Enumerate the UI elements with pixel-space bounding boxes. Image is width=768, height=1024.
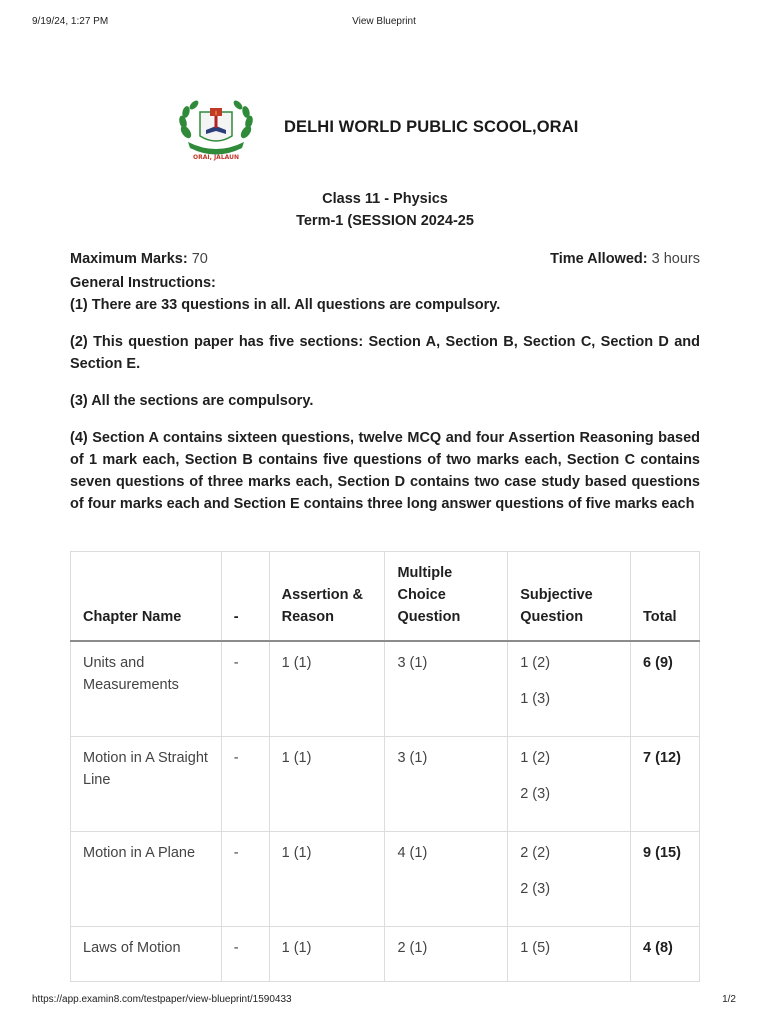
table-row	[71, 641, 700, 737]
logo-caption: ORAI, JALAUN	[192, 154, 240, 161]
subjective-cell	[508, 737, 631, 832]
subjective-cell	[508, 641, 631, 737]
general-instructions	[70, 272, 700, 530]
table-row	[71, 832, 700, 927]
header-total: Total	[631, 552, 700, 642]
subjective-line: 2 (3)	[520, 786, 551, 802]
time-allowed-label: Time Allowed:	[550, 251, 648, 267]
chapter-name: Laws of Motion	[71, 927, 222, 982]
dash-cell: -	[221, 832, 269, 927]
page-number: 1/2	[722, 994, 736, 1005]
subjective-line: 2 (2)	[520, 845, 551, 861]
header-subjective: Subjective Question	[508, 552, 631, 642]
assertion-cell: 1 (1)	[269, 641, 385, 737]
exam-term: Term-1 (SESSION 2024-25	[296, 213, 474, 229]
total-cell: 9 (15)	[631, 832, 700, 927]
assertion-cell: 1 (1)	[269, 737, 385, 832]
school-logo-icon	[174, 98, 258, 162]
table-header-row	[71, 552, 700, 642]
table-row	[71, 927, 700, 982]
header-chapter-name: Chapter Name	[71, 552, 222, 642]
chapter-name: Motion in A Plane	[71, 832, 222, 927]
marks-row	[70, 248, 700, 270]
maximum-marks-label: Maximum Marks:	[70, 251, 188, 267]
assertion-cell: 1 (1)	[269, 832, 385, 927]
print-datetime: 9/19/24, 1:27 PM	[32, 16, 109, 27]
instruction-item: (1) There are 33 questions in all. All questions are compulsory.	[70, 297, 501, 313]
instruction-item: (2) This question paper has five sections: Section A, Section B, Section C, Section D and Section E.	[70, 334, 700, 372]
print-footer	[32, 994, 736, 1008]
dash-cell: -	[221, 737, 269, 832]
print-header	[32, 16, 736, 30]
header-dash: -	[221, 552, 269, 642]
mcq-cell: 4 (1)	[385, 832, 508, 927]
total-cell: 6 (9)	[631, 641, 700, 737]
subjective-line: 1 (2)	[520, 655, 551, 671]
instructions-heading: General Instructions:	[70, 275, 216, 291]
total-cell: 4 (8)	[631, 927, 700, 982]
time-allowed-value: 3 hours	[651, 251, 700, 267]
subjective-cell	[508, 927, 631, 982]
subjective-line: 2 (3)	[520, 881, 551, 897]
chapter-name: Units and Measurements	[71, 641, 222, 737]
blueprint-table	[70, 551, 700, 982]
print-page-title: View Blueprint	[352, 16, 416, 27]
instruction-item: (4) Section A contains sixteen questions, twelve MCQ and four Assertion Reasoning based of 1 mark each, Section B contains five questions of two marks each, Section C contains seven questions of three marks each, Section D contains two case study based questions of four marks each and Section E contains three long answer questions of five marks each	[70, 430, 700, 512]
mcq-cell: 3 (1)	[385, 641, 508, 737]
mcq-cell: 3 (1)	[385, 737, 508, 832]
chapter-name: Motion in A Straight Line	[71, 737, 222, 832]
total-cell: 7 (12)	[631, 737, 700, 832]
dash-cell: -	[221, 641, 269, 737]
maximum-marks	[70, 248, 208, 270]
table-row	[71, 737, 700, 832]
school-name: DELHI WORLD PUBLIC SCOOL,ORAI	[284, 117, 579, 136]
header-mcq: Multiple Choice Question	[385, 552, 508, 642]
subjective-line: 1 (5)	[520, 940, 551, 956]
subjective-cell	[508, 832, 631, 927]
header-assertion-reason: Assertion & Reason	[269, 552, 385, 642]
assertion-cell: 1 (1)	[269, 927, 385, 982]
dash-cell: -	[221, 927, 269, 982]
time-allowed	[550, 248, 700, 270]
maximum-marks-value: 70	[191, 251, 208, 267]
subjective-line: 1 (2)	[520, 750, 551, 766]
exam-class-subject: Class 11 - Physics	[322, 191, 448, 207]
instruction-item: (3) All the sections are compulsory.	[70, 393, 314, 409]
mcq-cell: 2 (1)	[385, 927, 508, 982]
exam-title	[70, 188, 700, 232]
subjective-line: 1 (3)	[520, 691, 551, 707]
page-url-link[interactable]: https://app.examin8.com/testpaper/view-blueprint/1590433	[32, 994, 292, 1005]
school-header	[174, 98, 578, 162]
